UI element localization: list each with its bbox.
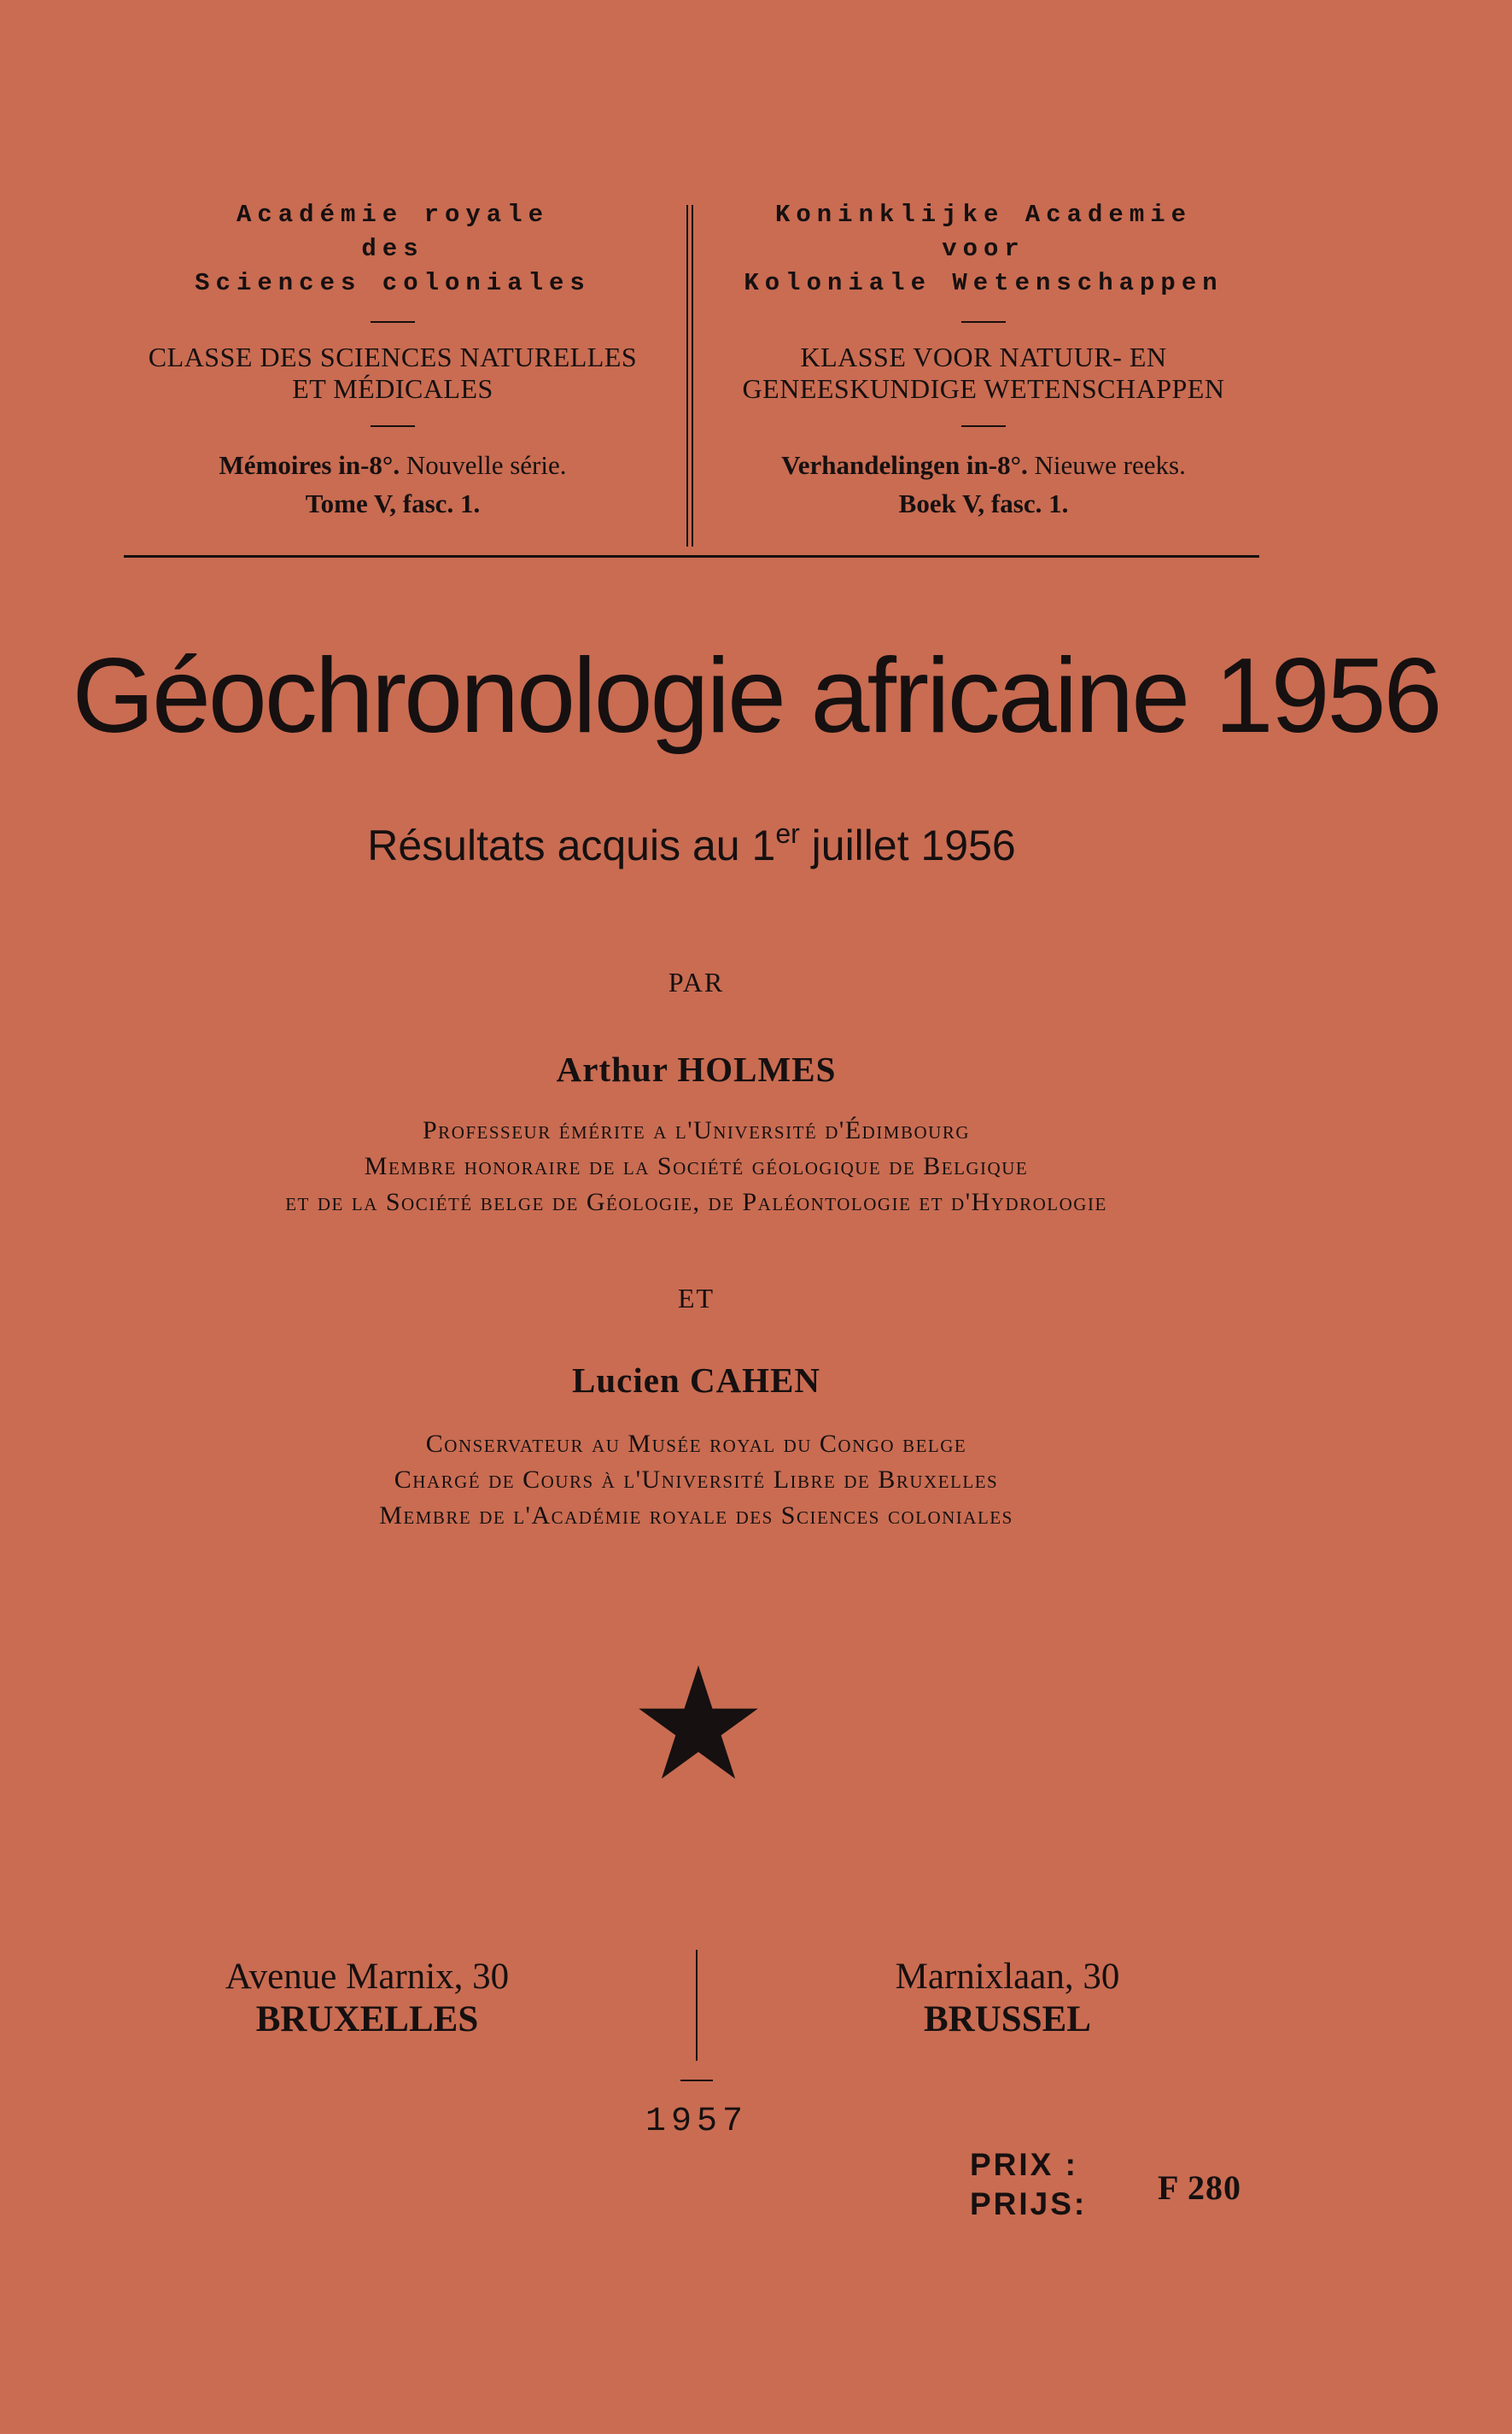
- series-nl: Verhandelingen in-8°. Nieuwe reeks. Boek V, fasc. 1.: [781, 450, 1186, 518]
- footer-divider: [696, 1950, 698, 2061]
- header-french: [120, 198, 666, 523]
- author-name: Lucien CAHEN: [571, 1360, 821, 1400]
- footer-dash: [680, 2080, 713, 2081]
- volume-fr: Tome V, fasc. 1.: [305, 489, 481, 518]
- price-value: F 280: [1158, 2168, 1241, 2207]
- document-subtitle: Résultats acquis au 1er juillet 1956: [367, 818, 1016, 869]
- header-dash: [371, 321, 415, 323]
- publication-header: [120, 198, 1259, 557]
- class-name-fr: CLASSE DES SCIENCES NATURELLES ET MÉDICALES: [148, 342, 638, 404]
- header-dash: [961, 425, 1006, 427]
- author-credentials: Conservateur au Musée royal du Congo belge Chargé de Cours à l'Université Libre de Bruxelles Membre de l'Académie royale des Sciences coloniales: [379, 1430, 1013, 1530]
- class-name-nl: KLASSE VOOR NATUUR- EN GENEESKUNDIGE WETENSCHAPPEN: [742, 342, 1225, 404]
- star-icon: [639, 1665, 758, 1780]
- header-divider: [686, 205, 693, 547]
- academy-name-nl: Koninklijke Academie voor Koloniale Wetenschappen: [744, 201, 1223, 297]
- and-label: ET: [677, 1283, 715, 1314]
- header-dash: [961, 321, 1006, 323]
- header-dutch: [710, 198, 1257, 523]
- publication-year: 1957: [645, 2103, 748, 2141]
- author-credentials: Professeur émérite a l'Université d'Édimbourg Membre honoraire de la Société géologique de Belgique et de la Société belge de Géologie, de Paléontologie et d'Hydrologie: [285, 1116, 1107, 1216]
- header-dash: [371, 425, 415, 427]
- volume-nl: Boek V, fasc. 1.: [898, 489, 1069, 518]
- publisher-address-nl: Marnixlaan, 30 BRUSSEL: [895, 1957, 1120, 2039]
- header-rule: [124, 555, 1259, 558]
- series-fr: Mémoires in-8°. Nouvelle série. Tome V, fasc. 1.: [219, 450, 567, 518]
- academy-name-fr: Académie royale des Sciences coloniales: [195, 201, 591, 297]
- document-title: Géochronologie africaine 1956: [72, 637, 1440, 755]
- price-labels: PRIX : PRIJS:: [970, 2147, 1088, 2221]
- by-label: PAR: [668, 967, 725, 998]
- author-name: Arthur HOLMES: [556, 1050, 837, 1089]
- publisher-address-fr: Avenue Marnix, 30 BRUXELLES: [225, 1957, 510, 2039]
